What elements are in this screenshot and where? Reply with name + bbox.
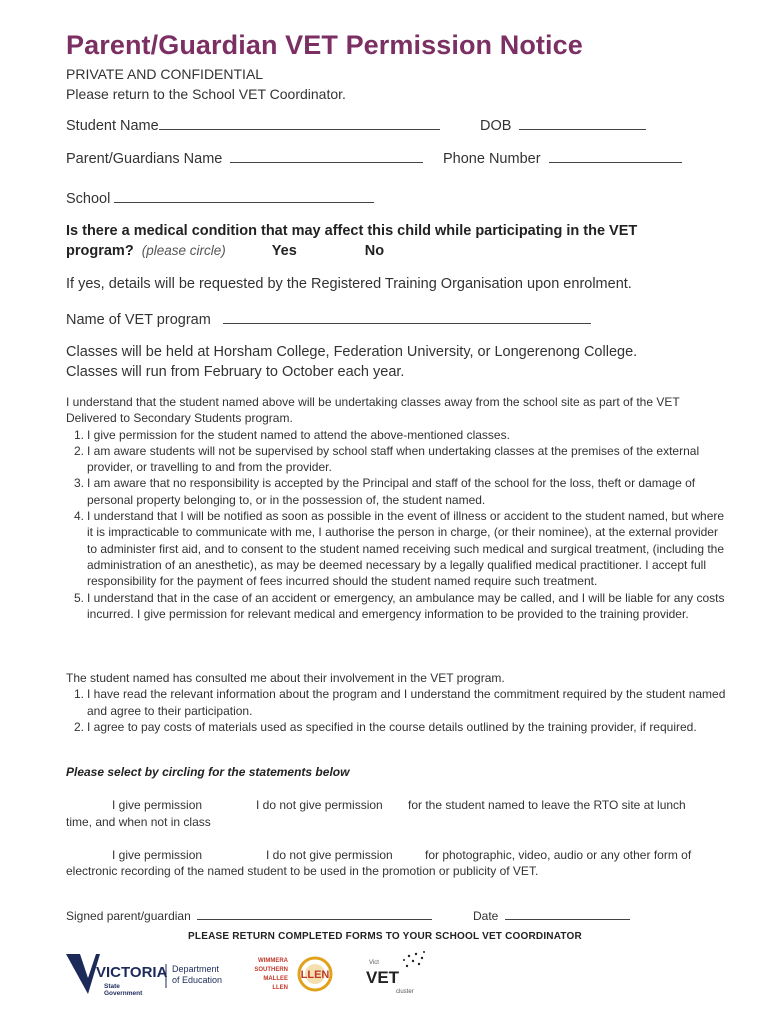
logo-strip	[66, 950, 446, 1000]
dob-field[interactable]	[480, 116, 646, 134]
of-education-text: of Education	[172, 975, 223, 985]
understanding-section	[66, 394, 726, 622]
parent-name-label: Parent/Guardians Name	[66, 151, 223, 167]
student-name-line[interactable]	[159, 116, 440, 130]
program-name-label: Name of VET program	[66, 312, 211, 328]
understanding-item: 3. I am aware that no responsibility is accepted by the Principal and staff of the school for the loss, theft or damage of personal property belonging to, or in the possession of, the student named.	[74, 476, 696, 507]
student-name-label: Student Name	[66, 118, 159, 134]
signature-field[interactable]	[66, 908, 432, 923]
not-give-permission-recording[interactable]: I do not give permission	[266, 848, 393, 862]
understanding-item: 1. I give permission for the student named to attend the above-mentioned classes.	[74, 427, 510, 442]
school-field[interactable]	[66, 189, 374, 207]
return-note: Please return to the School VET Coordinator.	[66, 86, 346, 102]
phone-field[interactable]	[443, 149, 682, 167]
vet-cluster-logo	[366, 951, 425, 995]
vet-cluster-text: cluster	[396, 989, 414, 995]
select-heading: Please select by circling for the statements below	[66, 765, 350, 779]
recording-statement: for photographic, video, audio or any other form of	[425, 848, 692, 862]
consulted-section	[66, 670, 726, 735]
understanding-list	[66, 427, 726, 623]
government-text: Government	[104, 990, 143, 997]
give-permission-lunch[interactable]: I give permission	[112, 798, 203, 812]
understanding-intro: I understand that the student named above will be undertaking classes away from the school site as part of the VET Delivered to Secondary Students program.	[66, 395, 680, 426]
victoria-word: VICTORIA	[96, 964, 168, 981]
lunch-statement: for the student named to leave the RTO site at lunch	[408, 798, 686, 812]
dob-line[interactable]	[519, 116, 646, 130]
program-name-field[interactable]	[66, 310, 591, 328]
signature-label: Signed parent/guardian	[66, 909, 191, 923]
date-line[interactable]	[505, 908, 630, 920]
recording-statement-cont: electronic recording of the named student to be used in the promotion or publicity of VET.	[66, 864, 539, 878]
victoria-logo	[66, 954, 168, 997]
dob-label: DOB	[480, 118, 512, 134]
signature-line[interactable]	[197, 908, 432, 920]
llen-line-text: LLEN	[272, 985, 288, 991]
date-label: Date	[473, 909, 499, 923]
return-forms-notice: PLEASE RETURN COMPLETED FORMS TO YOUR SCHOOL VET COORDINATOR	[188, 931, 582, 942]
no-option[interactable]: No	[364, 243, 385, 259]
state-text: State	[104, 983, 120, 990]
school-line[interactable]	[114, 189, 374, 203]
classes-location: Classes will be held at Horsham College, Federation University, or Longerenong College.	[66, 344, 638, 360]
not-give-permission-lunch[interactable]: I do not give permission	[256, 798, 383, 812]
phone-line[interactable]	[549, 149, 682, 163]
give-permission-recording[interactable]: I give permission	[112, 848, 203, 862]
phone-label: Phone Number	[443, 151, 541, 167]
southern-text: SOUTHERN	[254, 967, 288, 973]
victoria-v-mark	[66, 954, 100, 994]
parent-name-field[interactable]	[66, 149, 423, 167]
vet-small-text: Vict	[369, 960, 379, 966]
consulted-item: 1. I have read the relevant information about the program and I understand the commitment required by the student named and agree to their participation.	[74, 687, 726, 718]
program-name-line[interactable]	[223, 310, 591, 324]
consulted-list	[66, 686, 726, 735]
llen-logo	[254, 958, 331, 991]
date-field[interactable]	[473, 908, 630, 923]
llen-mark-text: LLEN	[300, 969, 330, 981]
understanding-item: 4. I understand that I will be notified as soon as possible in the event of illness or accident to the student named, but where it is impracticable to communicate with me, I authorise the person in charge, (or their nominee), at the external provider to administer first aid, and to consent to the student named receiving such medical and surgical treatment, (including the administration of an anesthetic), as may be deemed necessary by a legally qualified medical practitioner. I accept full responsibility for the payment of fees incurred should the student named require such treatment.	[74, 509, 725, 589]
department-text: Department	[172, 964, 220, 974]
private-label: PRIVATE AND CONFIDENTIAL	[66, 66, 264, 82]
parent-name-line[interactable]	[230, 149, 423, 163]
page-title: Parent/Guardian VET Permission Notice	[66, 30, 583, 60]
lunch-statement-cont: time, and when not in class	[66, 815, 211, 829]
yes-option[interactable]: Yes	[271, 243, 297, 259]
consulted-item: 2. I agree to pay costs of materials used as specified in the course details outlined by the training provider, if required.	[74, 719, 697, 734]
medical-details-note: If yes, details will be requested by the Registered Training Organisation upon enrolment.	[66, 276, 632, 292]
medical-question	[66, 221, 726, 261]
student-name-field[interactable]	[66, 116, 440, 134]
mallee-text: MALLEE	[263, 976, 288, 982]
logos-svg	[66, 950, 446, 1000]
vet-word: VET	[366, 968, 400, 987]
understanding-item: 5. I understand that in the case of an accident or emergency, an ambulance may be called, and I will be liable for any costs incurred. I give permission for relevant medical and emergency information to be provided to the training provider.	[74, 590, 725, 621]
wimmera-text: WIMMERA	[258, 958, 288, 964]
medical-question-text: Is there a medical condition that may affect this child while participating in the VET program?	[66, 223, 638, 259]
understanding-item: 2. I am aware students will not be supervised by school staff when undertaking classes at the premises of the external provider, or travelling to and from the provider.	[74, 443, 700, 475]
classes-schedule: Classes will run from February to October each year.	[66, 364, 405, 380]
school-label: School	[66, 191, 111, 207]
consulted-intro: The student named has consulted me about their involvement in the VET program.	[66, 671, 505, 685]
please-circle-hint: (please circle)	[141, 243, 226, 258]
